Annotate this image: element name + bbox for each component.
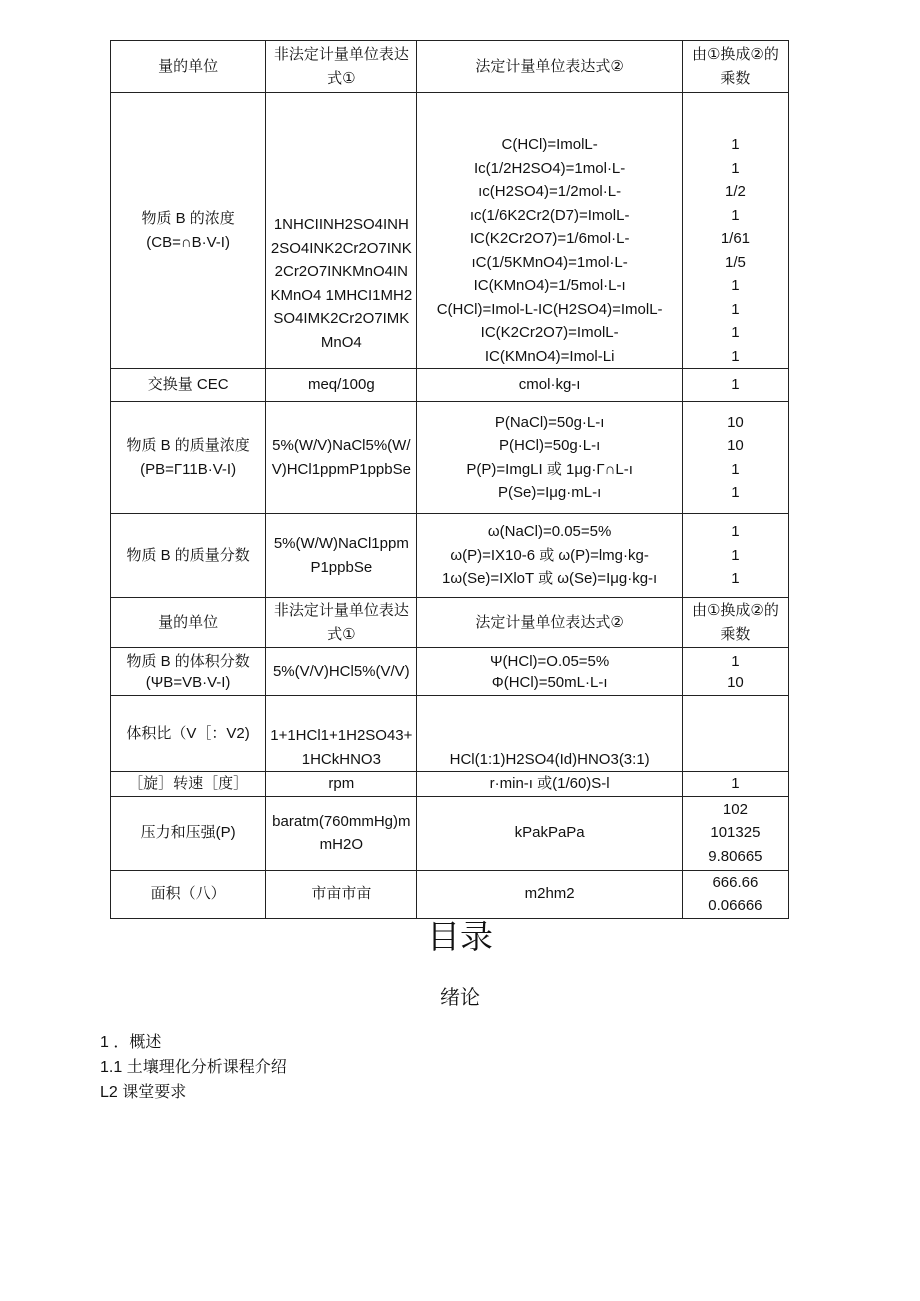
table-row (111, 696, 789, 772)
quantity-name-cell: 物质 B 的浓度 (CB=∩B·V-I) (111, 93, 266, 369)
nonlegal-expression-cell: 市亩市亩 (266, 870, 417, 918)
header-unit-cell: 量的单位 (111, 41, 266, 93)
conversion-factor-cell: 1 1 1 (682, 514, 788, 598)
header-nonlegal-cell: 非法定计量单位表达式① (266, 41, 417, 93)
quantity-name-cell: 面积（八） (111, 870, 266, 918)
legal-expression-cell: ω(NaCl)=0.05=5% ω(P)=IX10-6 或 ω(P)=lmg·kg- 1ω(Se)=IXloT 或 ω(Se)=Iμg·kg-ı (417, 514, 682, 598)
quantity-name-cell: 体积比（V［：V2) (111, 696, 266, 772)
legal-expression-cell: kPakPaPa (417, 796, 682, 870)
quantity-name-cell: ［旋］转速［度］ (111, 772, 266, 797)
header-legal-cell: 法定计量单位表达式② (417, 41, 682, 93)
nonlegal-expression-cell: baratm(760mmHg)mmH2O (266, 796, 417, 870)
table-row (111, 796, 789, 870)
header-legal-cell: 法定计量单位表达式② (417, 598, 682, 648)
conversion-factor-cell: 1 (682, 772, 788, 797)
conversion-factor-cell: 10 10 1 1 (682, 402, 788, 514)
toc-item[interactable]: 1 ．概述 (100, 1034, 162, 1051)
table-row (111, 369, 789, 402)
table-row (111, 402, 789, 514)
nonlegal-expression-cell: 5%(W/W)NaCl1ppmP1ppbSe (266, 514, 417, 598)
quantity-name-cell: 物质 B 的质量分数 (111, 514, 266, 598)
toc-item[interactable]: L2 课堂要求 (100, 1084, 187, 1101)
nonlegal-expression-cell: 1+1HCl1+1H2SO43+1HCkHNO3 (266, 696, 417, 772)
legal-expression-cell: C(HCl)=ImolL- Ic(1/2H2SO4)=1mol·L- ıc(H2SO4)=1/2mol·L- ıc(1/6K2Cr2(D7)=ImolL- IC(K2Cr2O7)=1/6mol·L- ıC(1/5KMnO4)=1mol·L- IC(KMnO4)=1/5mol·L-ı C(HCl)=Imol-L-IC(H2SO4)=ImolL- IC(K2Cr2O7)=ImolL- IC(KMnO4)=Imol-Li (417, 93, 682, 369)
conversion-factor-cell: 1 1 1/2 1 1/61 1/5 1 1 1 1 (682, 93, 788, 369)
legal-expression-cell: r·min-ı 或(1/60)S-l (417, 772, 682, 797)
table-header-row (111, 598, 789, 648)
header-nonlegal-cell: 非法定计量单位表达式① (266, 598, 417, 648)
header-unit-cell: 量的单位 (111, 598, 266, 648)
conversion-factor-cell: 102 101325 9.80665 (682, 796, 788, 870)
conversion-factor-cell: 1 (682, 369, 788, 402)
toc-title: 目录 (427, 917, 493, 956)
legal-expression-cell: HCl(1:1)H2SO4(Id)HNO3(3:1) (417, 696, 682, 772)
legal-expression-cell: Ψ(HCl)=O.05=5% Φ(HCl)=50mL·L-ı (417, 648, 682, 696)
quantity-name-cell: 物质 B 的体积分数 (ΨB=VB·V-I) (111, 648, 266, 696)
unit-conversion-table (110, 40, 789, 919)
table-row (111, 648, 789, 696)
conversion-factor-cell: 1 10 (682, 648, 788, 696)
toc-list (100, 1030, 287, 1105)
quantity-name-cell: 物质 B 的质量浓度 (PB=Γ11B·V-I) (111, 402, 266, 514)
table-row (111, 772, 789, 797)
quantity-name-cell: 交换量 CEC (111, 369, 266, 402)
header-factor-cell: 由①换成②的乘数 (682, 41, 788, 93)
table-row (111, 514, 789, 598)
header-factor-cell: 由①换成②的乘数 (682, 598, 788, 648)
conversion-factor-cell: 666.66 0.06666 (682, 870, 788, 918)
nonlegal-expression-cell: rpm (266, 772, 417, 797)
table-row (111, 93, 789, 369)
nonlegal-expression-cell: meq/100g (266, 369, 417, 402)
nonlegal-expression-cell: 5%(V/V)HCl5%(V/V) (266, 648, 417, 696)
nonlegal-expression-cell: 5%(W/V)NaCl5%(W/V)HCl1ppmP1ppbSe (266, 402, 417, 514)
table-header-row (111, 41, 789, 93)
nonlegal-expression-cell: 1NHCIINH2SO4INH2SO4INK2Cr2O7INK2Cr2O7INKMnO4INKMnO4 1MHCI1MH2SO4IMK2Cr2O7IMKMnO4 (266, 93, 417, 369)
table-row (111, 870, 789, 918)
legal-expression-cell: cmol·kg-ı (417, 369, 682, 402)
toc-item[interactable]: 1.1 土壤理化分析课程介绍 (100, 1059, 287, 1076)
legal-expression-cell: m2hm2 (417, 870, 682, 918)
conversion-factor-cell (682, 696, 788, 772)
toc-section-heading: 绪论 (440, 985, 480, 1009)
legal-expression-cell: P(NaCl)=50g·L-ı P(HCl)=50g·L-ı P(P)=ImgLI 或 1μg·Γ∩L-ı P(Se)=Iμg·mL-ı (417, 402, 682, 514)
quantity-name-cell: 压力和压强(P) (111, 796, 266, 870)
